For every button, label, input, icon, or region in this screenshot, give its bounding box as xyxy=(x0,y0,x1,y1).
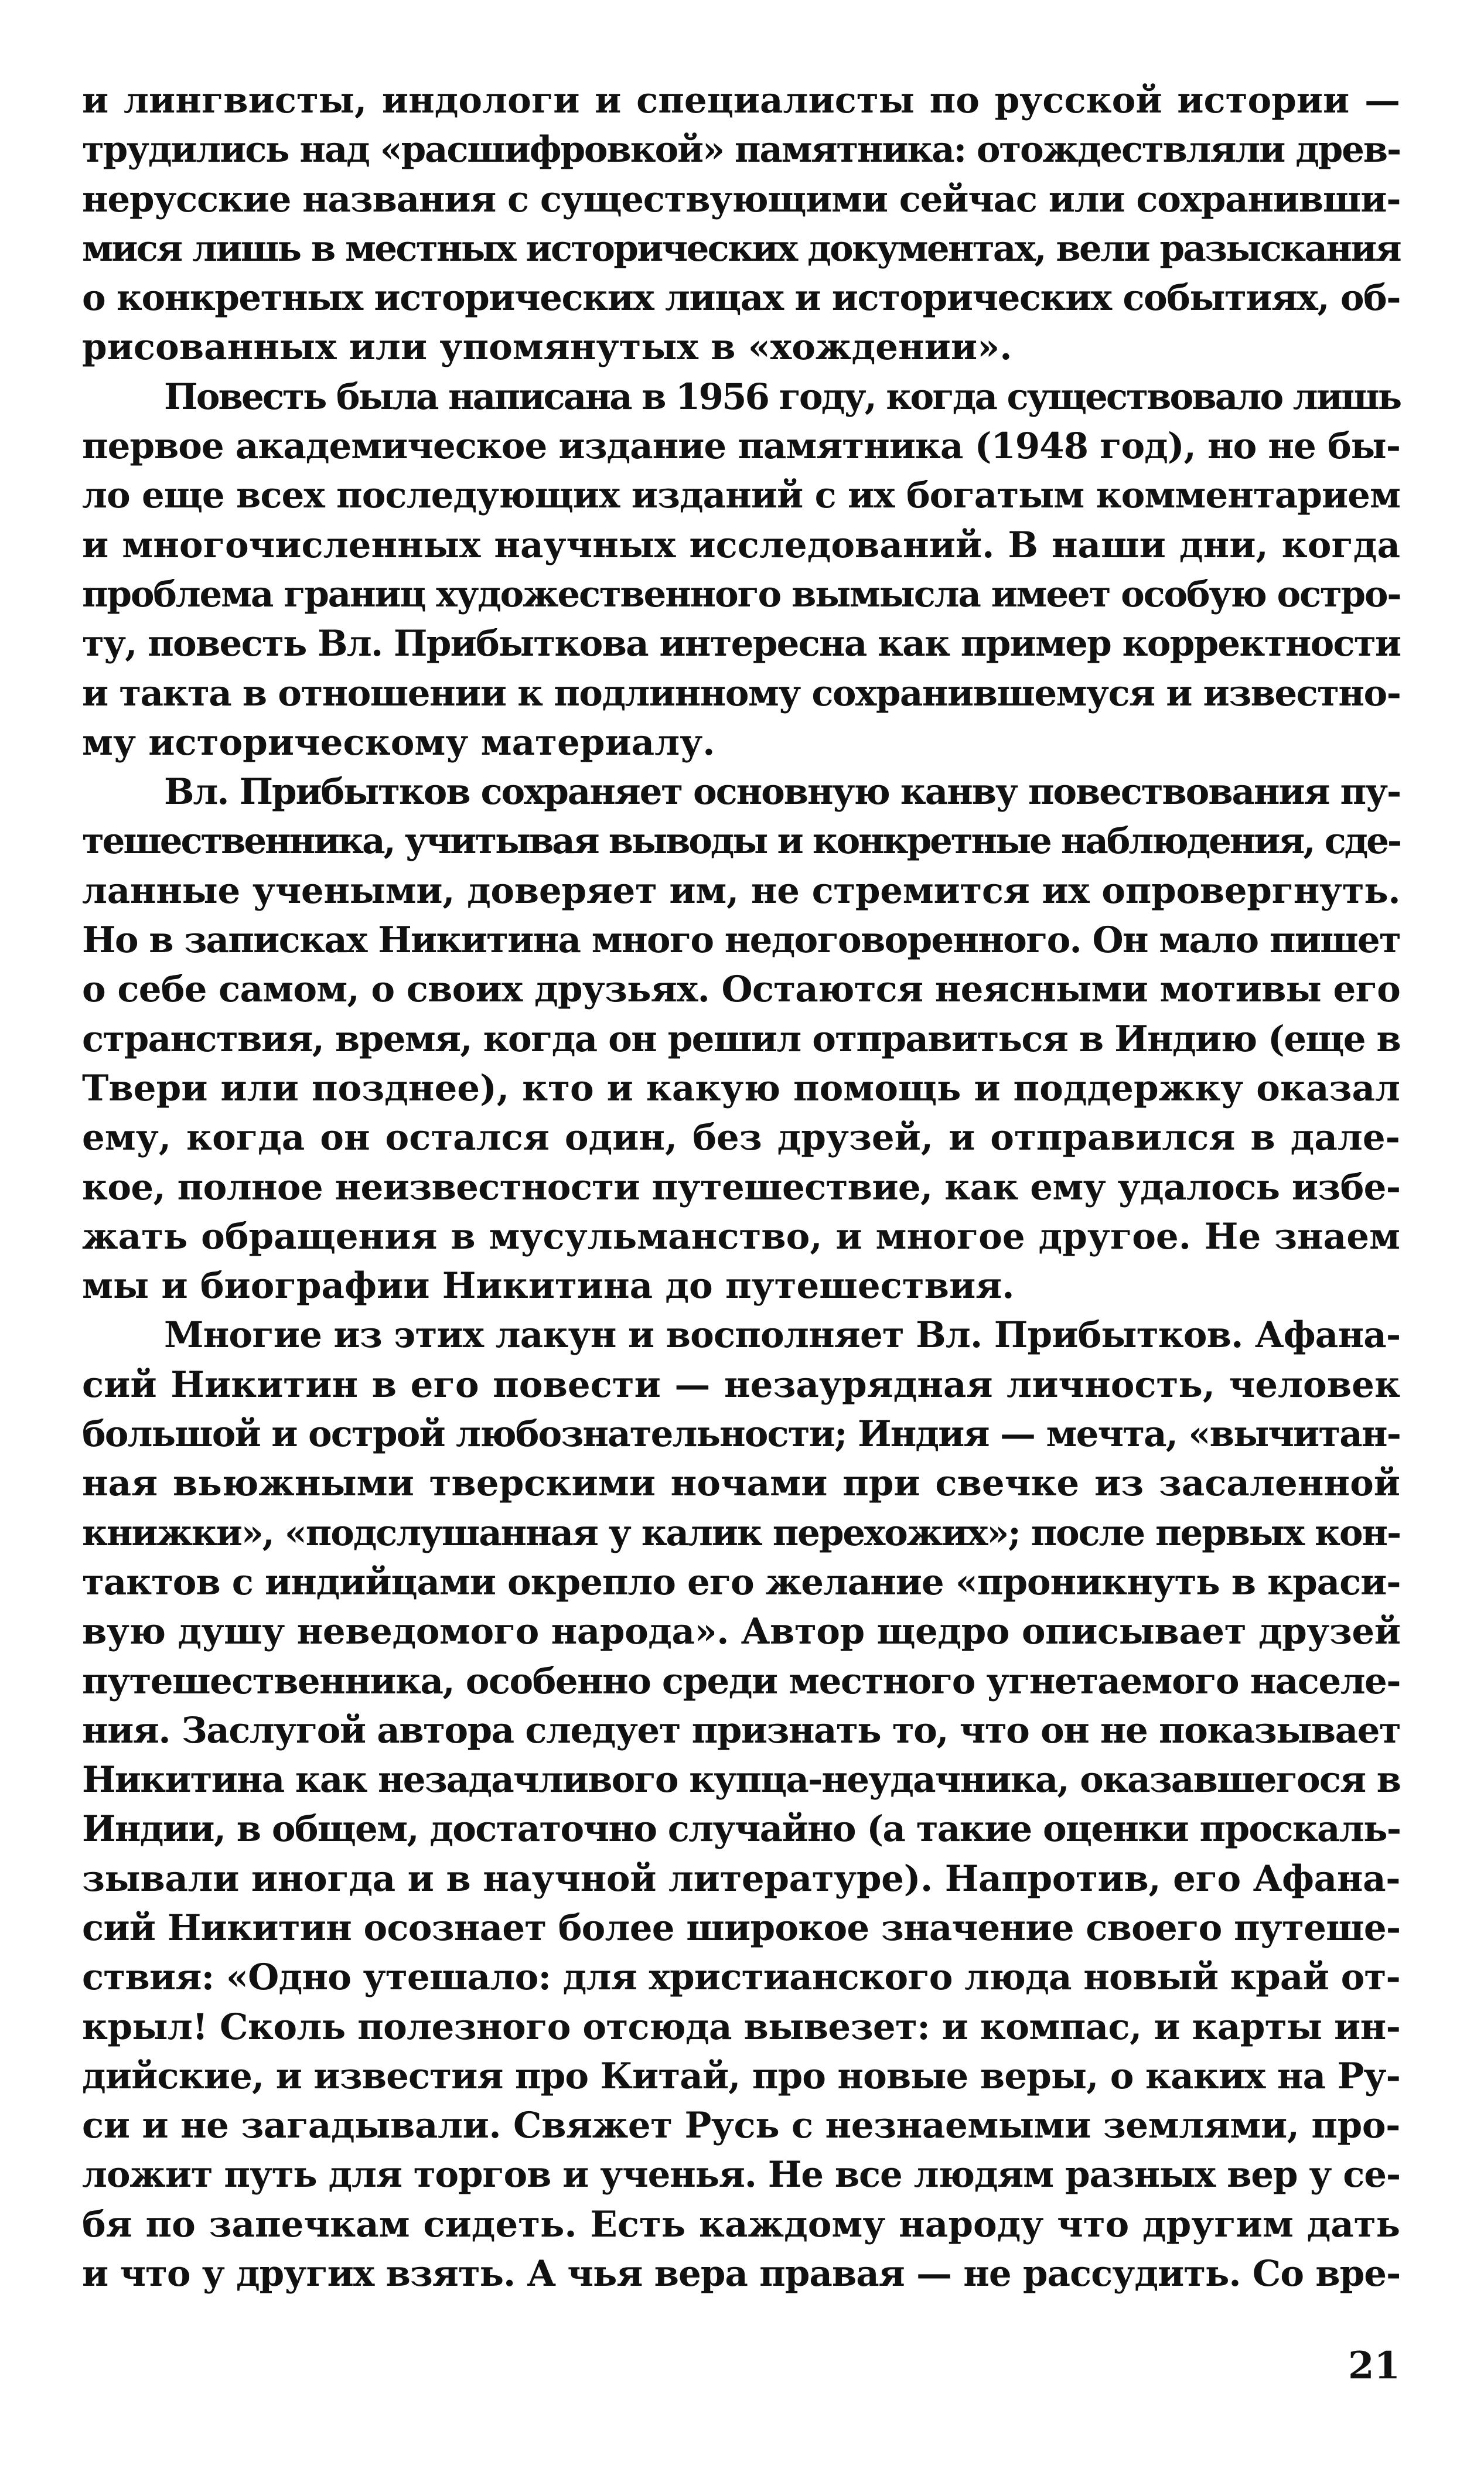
text-line: жать обращения в мусульманство, и многое другое. Не знаем xyxy=(82,1215,1400,1257)
text-line: мися лишь в местных исторических документах, вели разыскания xyxy=(82,227,1400,270)
text-line: ту, повесть Вл. Прибыткова интересна как пример корректности xyxy=(82,623,1401,665)
text-line: ланные учеными, доверяет им, не стремится их опровергнуть. xyxy=(82,870,1401,912)
text-line: ему, когда он остался один, без друзей, и отправился в дале- xyxy=(82,1117,1400,1159)
text-line: путешественника, особенно среди местного угнетаемого населе- xyxy=(82,1660,1401,1702)
text-line: ния. Заслугой автора следует признать то, что он не показывает xyxy=(82,1709,1401,1751)
text-line: проблема границ художественного вымысла имеет особую остро- xyxy=(82,573,1401,615)
text-line: крыл! Сколь полезного отсюда вывезет: и компас, и карты ин- xyxy=(82,2006,1401,2048)
text-line: о конкретных исторических лицах и исторических событиях, об- xyxy=(82,277,1400,319)
text-line: тактов с индийцами окрепло его желание «проникнуть в краси- xyxy=(82,1561,1401,1603)
text-line: ствия: «Одно утешало: для христианского люда новый край от- xyxy=(82,1956,1400,1999)
body-text xyxy=(82,76,1400,2299)
text-line: и что у других взять. А чья вера правая — не рассудить. Со вре- xyxy=(82,2253,1401,2295)
text-line: бя по запечкам сидеть. Есть каждому народу что другим дать xyxy=(82,2203,1400,2245)
text-line: мы и биографии Никитина до путешествия. xyxy=(82,1265,1015,1307)
text-line: большой и острой любознательности; Индия — мечта, «вычитан- xyxy=(82,1413,1400,1455)
text-line: первое академическое издание памятника (1948 год), но не бы- xyxy=(82,425,1400,468)
text-line: дийские, и известия про Китай, про новые веры, о каких на Ру- xyxy=(82,2055,1400,2097)
text-line: и лингвисты, индологи и специалисты по русской истории — xyxy=(82,80,1400,121)
text-line: сий Никитин в его повести — незаурядная личность, человек xyxy=(82,1363,1400,1406)
text-line: ло еще всех последующих изданий с их богатым комментарием xyxy=(82,475,1400,517)
text-line: си и не загадывали. Свяжет Русь с незнаемыми землями, про- xyxy=(82,2105,1400,2147)
text-line: Никитина как незадачливого купца-неудачника, оказавшегося в xyxy=(82,1759,1401,1801)
text-line: му историческому материалу. xyxy=(82,721,715,763)
text-line: ложит путь для торгов и ученья. Не все людям разных вер у се- xyxy=(82,2154,1400,2196)
text-line: Твери или позднее), кто и какую помощь и поддержку оказал xyxy=(82,1067,1400,1109)
text-line: ная вьюжными тверскими ночами при свечке из засаленной xyxy=(82,1463,1400,1505)
text-line: Вл. Прибытков сохраняет основную канву повествования пу- xyxy=(164,771,1401,813)
text-line: зывали иногда и в научной литературе). Напротив, его Афана- xyxy=(82,1857,1401,1900)
text-line: кое, полное неизвестности путешествие, как ему удалось избе- xyxy=(82,1166,1401,1208)
text-line: о себе самом, о своих друзьях. Остаются неясными мотивы его xyxy=(82,969,1400,1011)
text-line: вую душу неведомого народа». Автор щедро описывает друзей xyxy=(82,1611,1401,1653)
text-line: Индии, в общем, достаточно случайно (а такие оценки проскаль- xyxy=(82,1808,1401,1850)
text-line: сий Никитин осознает более широкое значение своего путеше- xyxy=(82,1907,1401,1949)
book-page xyxy=(82,76,1400,2408)
text-line: нерусские названия с существующими сейчас или сохранивши- xyxy=(82,178,1401,220)
text-line: странствия, время, когда он решил отправиться в Индию (еще в xyxy=(82,1018,1401,1060)
text-line: трудились над «расшифровкой» памятника: отождествляли древ- xyxy=(82,129,1401,171)
text-line: и многочисленных научных исследований. В наши дни, когда xyxy=(82,524,1400,566)
text-line: рисованных или упомянутых в «хождении». xyxy=(82,326,1012,369)
text-line: тешественника, учитывая выводы и конкретные наблюдения, сде- xyxy=(82,820,1400,863)
text-line: и такта в отношении к подлинному сохранившемуся и известно- xyxy=(82,672,1401,714)
text-line: Повесть была написана в 1956 году, когда существовало лишь xyxy=(164,376,1401,418)
text-line: Многие из этих лакун и восполняет Вл. Прибытков. Афана- xyxy=(164,1314,1401,1356)
text-line: книжки», «подслушанная у калик перехожих»; после первых кон- xyxy=(82,1512,1400,1554)
text-line: Но в записках Никитина много недоговоренного. Он мало пишет xyxy=(82,919,1400,962)
page-number: 21 xyxy=(1347,2344,1400,2388)
